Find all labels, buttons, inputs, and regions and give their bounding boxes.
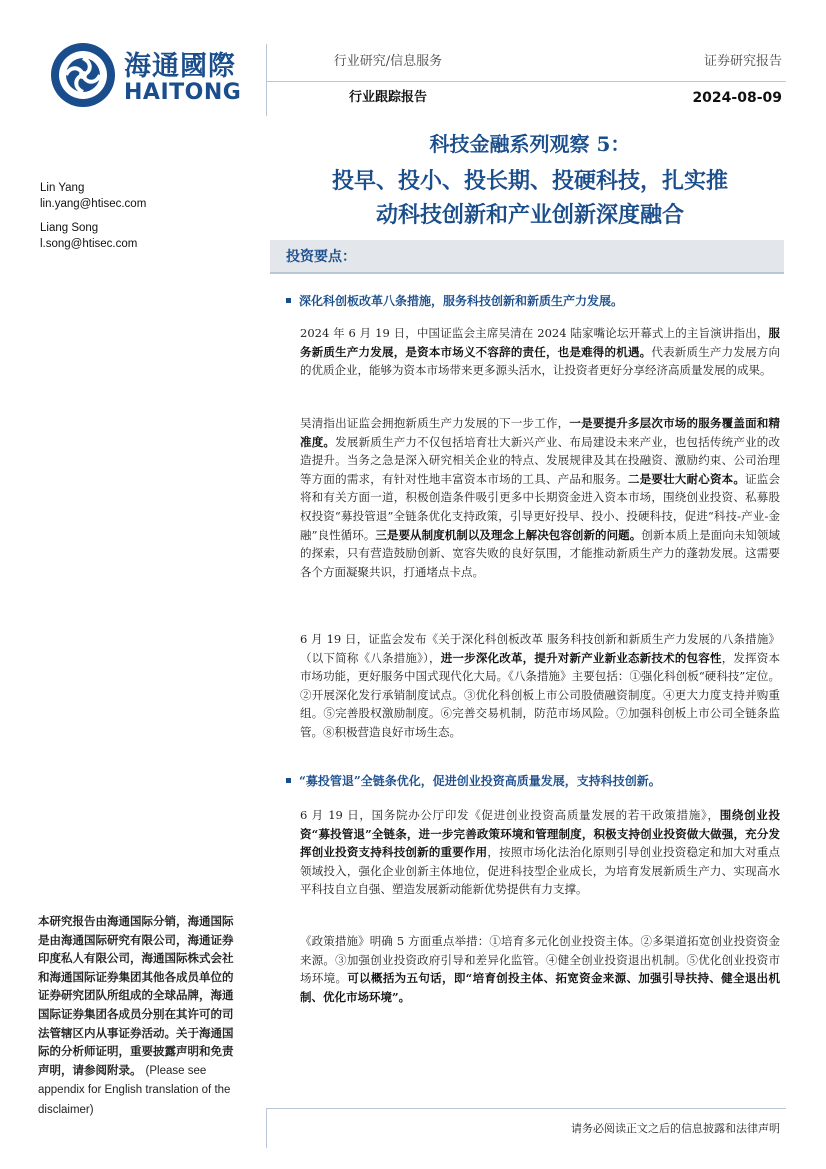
section-bullet-1 [286, 292, 786, 310]
brand-name-en: HAITONG [124, 80, 242, 105]
haitong-emblem-icon [48, 40, 118, 110]
paragraph: 吴清指出证监会拥抱新质生产力发展的下一步工作，一是要提升多层次市场的服务覆盖面和精准度。发展新质生产力不仅包括培育壮大新兴产业、布局建设未来产业，也包括传统产业的改造提升。当务之急是深入研究相关企业的特点、发展规律及其在投融资、激励约束、公司治理等方面的需求，有针对性地丰富资本市场的工具、产品和服务。二是要壮大耐心资本。证监会将和有关方面一道，积极创造条件吸引更多中长期资金进入资本市场，围绕创业投资、私募股权投资“募投管退”全链条优化支持政策，引导更好投早、投小、投硬科技，促进“科技-产业-金融”良性循环。三是要从制度机制以及理念上解决包容创新的问题。创新本质上是面向未知领域的探索，只有营造鼓励创新、宽容失败的良好氛围，才能推动新质生产力的蓬勃发展。这需要各个方面凝聚共识，打通堵点卡点。 [300, 416, 781, 579]
analyst-1 [40, 180, 146, 212]
footer-rule [266, 1108, 786, 1109]
paragraph: 2024 年 6 月 19 日，中国证监会主席吴清在 2024 陆家嘴论坛开幕式上的主旨演讲指出，服务新质生产力发展，是资本市场义不容辞的责任，也是难得的机遇。代表新质生产力发展方向的优质企业，能够为资本市场带来更多源头活水，让投资者更好分享经济高质量发展的成果。 [300, 326, 780, 378]
bullet-text: 深化科创板改革八条措施，服务科技创新和新质生产力发展。 [299, 294, 624, 308]
footer-notice: 请务必阅读正文之后的信息披露和法律声明 [571, 1122, 780, 1135]
disclaimer [38, 912, 238, 1120]
report-date: 2024-08-09 [692, 90, 782, 106]
report-title-line-2: 投早、投小、投长期、投硬科技，扎实推 [331, 168, 728, 194]
analyst-name: Lin Yang [40, 182, 85, 194]
report-title-line-3: 动科技创新和产业创新深度融合 [375, 202, 684, 228]
analyst-email[interactable]: lin.yang@htisec.com [40, 198, 147, 210]
key-points-bar [270, 240, 784, 274]
bullet-icon [286, 298, 291, 303]
bullet-icon [286, 778, 291, 783]
analyst-email[interactable]: l.song@htisec.com [40, 238, 138, 250]
disclaimer-cn: 本研究报告由海通国际分销，海通国际是由海通国际研究有限公司，海通证券印度私人有限公司，海通国际株式会社和海通国际证券集团其他各成员单位的证券研究团队所组成的全球品牌，海通国际证券集团各成员分别在其许可的司法管辖区内从事证券活动。关于海通国际的分析师证明，重要披露声明和免责声明，请参阅附录。 [38, 914, 234, 1077]
analyst-2 [40, 220, 137, 252]
doc-type: 证券研究报告 [703, 54, 782, 69]
brand-name-cn: 海通國際 [124, 51, 236, 82]
paragraph: 《政策措施》明确 5 方面重点举措：①培育多元化创业投资主体。②多渠道拓宽创业投资资金来源。③加强创业投资政府引导和差异化监管。④健全创业投资退出机制。⑤优化创业投资市场环境。可以概括为五句话，即“培育创投主体、拓宽资金来源、加强引导扶持、健全退出机制、优化市场环境”。 [300, 934, 780, 1004]
key-points-label: 投资要点： [286, 249, 356, 265]
section-bullet-2 [286, 772, 786, 790]
disclaimer-en: (Please see appendix for English translation of the disclaimer) [38, 1064, 231, 1116]
analyst-name: Liang Song [40, 222, 99, 234]
paragraph: 6 月 19 日，国务院办公厅印发《促进创业投资高质量发展的若干政策措施》，围绕创业投资“募投管退”全链条，进一步完善政策环境和管理制度，积极支持创业投资做大做强，充分发挥创业投资支持科技创新的重要作用，按照市场化法治化原则引导创业投资稳定和加大对重点领域投入，强化企业创新主体地位，促进科技型企业成长，为培育发展新质生产力、实现高水平科技自立自强、塑造发展新动能新优势提供有力支撑。 [300, 808, 781, 897]
report-category: 行业研究/信息服务 [333, 54, 443, 69]
haitong-logo [48, 40, 248, 110]
paragraph: 6 月 19 日，证监会发布《关于深化科创板改革 服务科技创新和新质生产力发展的八条措施》（以下简称《八条措施》），进一步深化改革，提升对新产业新业态新技术的包容性，发挥资本市场功能，更好服务中国式现代化大局。《八条措施》主要包括：①强化科创板“硬科技”定位。②开展深化发行承销制度试点。③优化科创板上市公司股债融资制度。④更大力度支持并购重组。⑤完善股权激励制度。⑥完善交易机制，防范市场风险。⑦加强科创板上市公司全链条监管。⑧积极营造良好市场生态。 [300, 632, 781, 739]
report-type: 行业跟踪报告 [348, 90, 427, 105]
report-title-line-1: 科技金融系列观察 5： [429, 132, 631, 156]
bullet-text: “募投管退”全链条优化，促进创业投资高质量发展，支持科技创新。 [299, 774, 661, 788]
